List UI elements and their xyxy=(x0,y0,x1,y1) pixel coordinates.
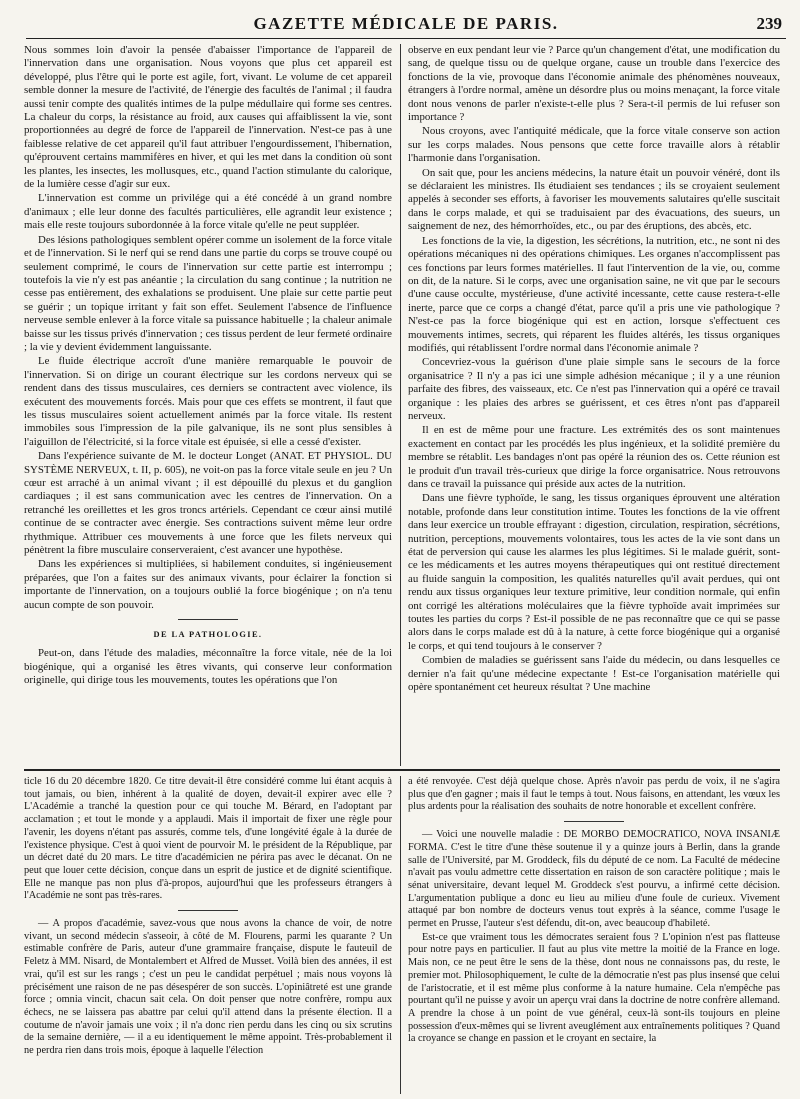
paragraph: L'innervation est comme un privilége qui a été concédé à un grand nombre d'animaux ; elle leur donne des facultés particulières, elle agrandit leur existence ; mais elle reste toujours subordonnée à la force vitale qu'elle ne peut suppléer. xyxy=(24,192,392,232)
running-title: GAZETTE MÉDICALE DE PARIS. xyxy=(253,14,559,33)
paragraph: Des lésions pathologiques semblent opérer comme un isolement de la force vitale et de l'innervation. Si le nerf qui se rend dans une partie du corps se trouve coupé ou seulement comprimé, le cours de l'innervation sur cette partie est interrompu ; toutefois la vie n'y est pas anéantie ; la circulation du sang continue ; la nutrition ne cesse pas entièrement, des exhalations se produisent. Une plaie sur cette partie peut se guérir ; un topique irritant y fait son effet. Seulement l'absence de l'influence nerveuse semble enlever à la force vitale sa puissance habituelle ; la chaleur animale baisse sur les tissus privés d'innervation ; ces tissus perdent de leur fermeté ordinaire ; la vie y devient évidemment languissante. xyxy=(24,233,392,353)
upper-right-column xyxy=(408,44,780,766)
paragraph: observe en eux pendant leur vie ? Parce qu'un changement d'état, une modification du sang, de quelque tissu ou de quelque organe, cause un trouble dans l'exercice des fonctions de la vie, provoque dans l'économie animale des phénomènes nouveaux, étrangers à l'ordre normal, amène un désordre plus ou moins menaçant, la force vitale dont nous venons de parler n'existe-t-elle plus ? Sera-t-il permis de lui refuser son importance ? xyxy=(408,44,780,124)
item-divider xyxy=(564,821,624,822)
paragraph: On sait que, pour les anciens médecins, la nature était un pouvoir vénéré, dont ils se déclaraient les ministres. Ils étudiaient ses tendances ; ils se croyaient seulement appelés à seconder ses efforts, à favoriser les mouvements salutaires qu'elle suscitait dans le corps malade, et qui se traduisaient par des évacuations, des sueurs, un saignement de nez, des hémorrhoïdes, etc., ou par des éruptions, des abcès, etc. xyxy=(408,166,780,233)
paragraph: Il en est de même pour une fracture. Les extrémités des os sont maintenues exactement en contact par les procédés les plus ingénieux, et la solidité première du membre se rétablit. Les bandages n'ont pas opéré la réunion des os. Cette réunion est le produit d'un travail très-curieux que dirige la force organisatrice. Nous retrouvons dans ce travail la puissance qui préside aux actes de la nutrition. xyxy=(408,424,780,490)
column-rule xyxy=(400,776,401,1094)
upper-left-column xyxy=(24,44,392,766)
section-divider xyxy=(178,619,238,620)
section-separator-rule xyxy=(24,769,780,771)
paragraph: Est-ce que vraiment tous les démocrates seraient fous ? L'opinion n'est pas flatteuse pour notre pays en particulier. Il faut au plus vite mettre la moitié de la France en loge. Mais non, ce ne peut être le sens de la thèse, dont nous ne connaissons pas, du reste, le premier mot. Philosophiquement, le culte de la démocratie n'est pas plus insensé que celui de l'aristocratie, et il est même plus conforme à la nature humaine. Cela n'empêche pas pourtant qu'il ne puisse y avoir un aperçu vrai dans la doctrine de notre confrère allemand. A prendre la chose à un point de vue général, ceux-là sont-ils toujours en pleine possession d'eux-mêmes qui se livrent aveuglément aux entraînements politiques ? Quand la croyance se change en passion et le croyant en sectaire, la xyxy=(408,931,780,1045)
paragraph: Nous croyons, avec l'antiquité médicale, que la force vitale conserve son action sur les corps malades. Nous pensons que cette force travaille alors à rétablir l'harmonie dans l'organisation. xyxy=(408,125,780,165)
section-title: DE LA PATHOLOGIE. xyxy=(153,630,263,640)
paragraph: — Voici une nouvelle maladie : DE MORBO DEMOCRATICO, NOVA INSANIÆ FORMA. C'est le titre d'une thèse soutenue il y a quinze jours à Berlin, dans la grande salle de l'Université, par M. Groddeck, fils du député de ce nom. La Faculté de médecine n'avait pas voulu admettre cette dissertation en raison de son caractère politique ; mais le sénat universitaire, devant lequel M. Groddeck s'est pourvu, a infirmé cette décision. L'argumentation publique a donc eu lieu au milieu d'une foule de curieux. Vivement attaqué par bon nombre de docteurs venus tout exprès à la séance, comme l'usage le permet en Prusse, l'auteur s'est défendu, dit-on, avec beaucoup d'habileté. xyxy=(408,829,780,930)
column-rule xyxy=(400,44,401,766)
paragraph: a été renvoyée. C'est déjà quelque chose. Après n'avoir pas perdu de voix, il ne s'agira plus que d'en gagner ; mais il faut le temps à tout. Nous faisons, en attendant, les vœux les plus ardents pour la réalisation des souhaits de notre honorable et excellent confrère. xyxy=(408,776,780,813)
lower-left-column xyxy=(24,776,392,1094)
page-header xyxy=(26,12,786,39)
paragraph: — A propos d'académie, savez-vous que nous avons la chance de voir, de notre vivant, un second médecin s'asseoir, à côté de M. Flourens, parmi les quarante ? Un estimable confrère de Paris, auteur d'une grammaire française, dispute le fauteuil de Feletz à MM. Nisard, de Montalembert et Alfred de Musset. Voilà bien des années, il est vrai, qu'il est sur les rangs ; c'est un peu le candidat perpétuel ; mais nous voyons là précisément une raison de ne pas désespérer de son succès. L'opiniâtreté est une grande force ; omnia vincit, chacun sait cela. On doit penser que notre confrère, rompu aux échecs, ne se laissera pas abattre par celui qu'il attend dans la présente élection. Il a coutume de n'avoir jamais une voix ; il n'a donc rien perdu dans les cinq ou six scrutins de la semaine dernière, — il a eu identiquement le même appoint. Très-probablement il ne perdra rien dans trois mois, époque à laquelle l'élection xyxy=(24,918,392,1057)
paragraph: Concevriez-vous la guérison d'une plaie simple sans le secours de la force organisatrice ? Il n'y a pas ici une simple adhésion mécanique ; il y a une réunion parfaite des fibres, des vaisseaux, etc. Ce n'est pas l'innervation qui a opéré ce travail organique : les plaies des arbres se guérissent, et ces êtres n'ont pas d'appareil nerveux. xyxy=(408,356,780,422)
paragraph: Le fluide électrique accroît d'une manière remarquable le pouvoir de l'innervation. Si on dirige un courant électrique sur les cordons nerveux qui se rendent dans des tissus musculaires, ces derniers se contractent avec violence, ils exécutent des mouvements forcés. Mais pour que ces effets se montrent, il faut que les tissus musculaires soient actuellement animés par la force vitale. Ils restent immobiles sous l'impression de la pile galvanique, ils ne sont plus sensibles à l'aiguillon de l'électricité, si la force vitale est épuisée, si elle a cessé d'exister. xyxy=(24,355,392,448)
paragraph: ticle 16 du 20 décembre 1820. Ce titre devait-il être considéré comme lui étant acquis à tout jamais, ou bien, inhérent à la qualité de doyen, devait-il expirer avec elle ? L'Académie a tranché la question pour ce qui touche M. Bérard, en l'adoptant par acclamation ; et tout le monde y a applaudi. Mais il importait de fixer une règle pour l'avenir, les doyens n'étant pas assurés, comme tels, d'une longévité égale à la durée de l'existence physique. C'est à quoi vient de pourvoir M. le président de la République, par un décret daté du 20 mars. Le titre d'académicien ne périra pas avec le décanat. On ne peut que louer cette décision, conçue dans un esprit de justice et de dignité scientifique. Elle ne manque pas non plus d'à-propos, aujourd'hui que les professeurs étrangers à l'Académie ne sont pas très-rares. xyxy=(24,776,392,902)
paragraph: Combien de maladies se guérissent sans l'aide du médecin, ou dans lesquelles ce dernier n'a fait qu'une médecine expectante ! Est-ce l'organisation matérielle qui opère spontanément cet heureux résultat ? Une machine xyxy=(408,654,780,694)
paragraph: Dans les expériences si multipliées, si habilement conduites, si ingénieusement préparées, que l'on a faites sur des animaux vivants, pour éclairer la fonction si importante de l'innervation, on a toujours oublié la force biogénique ; on n'a tenu aucun compte de son pouvoir. xyxy=(24,558,392,611)
paragraph: Peut-on, dans l'étude des maladies, méconnaître la force vitale, née de la loi biogénique, qui a organisé les êtres vivants, qui conserve leur conformation originelle, qui dirige tous les mouvements, toutes les opérations que l'on xyxy=(24,647,392,687)
paragraph: Dans l'expérience suivante de M. le docteur Longet (ANAT. ET PHYSIOL. DU SYSTÈME NERVEUX, t. II, p. 605), ne voit-on pas la force vitale seule en jeu ? Un cœur est arraché à un animal vivant ; il est dépouillé du plexus et du ganglion cardiaques ; il est sans communication avec les centres de l'innervation. On a retranché les oreillettes et les gros troncs artériels. Cependant ce cœur ainsi mutilé continue de se contracter avec énergie. Ses contractions suivent même leur ordre rhythmique. Attribuer ces mouvements à une force que les filets nerveux qui pénètrent la fibre musculaire conserveraient, c'est avancer une hypothèse. xyxy=(24,450,392,557)
page-number: 239 xyxy=(756,14,782,33)
paragraph: Nous sommes loin d'avoir la pensée d'abaisser l'importance de l'appareil de l'innervation dans une organisation. Nous voyons que plus cet appareil est développé, plus l'être qui le porte est agile, fort, vivant. Le volume de cet appareil semble donner la mesure de l'activité, de l'énergie des facultés de l'animal ; il faudra aussi tenir compte des qualités intimes de la pulpe médullaire qui forme ses centres. La chaleur du corps, la résistance au froid, aux causes qui affaiblissent la vie, sont proportionnées au degré de force de l'appareil de l'innervation. N'est-ce pas à une faiblesse relative de cet appareil qu'il faut attribuer l'engourdissement, l'hibernation, qu'éprouvent certains mammifères en hiver, et qui les met dans la condition où sont les plantes, les insectes, les mollusques, etc., quand l'action stimulante du calorique, de la lumière cesse d'agir sur eux. xyxy=(24,44,392,191)
item-divider xyxy=(178,910,238,911)
paragraph: Les fonctions de la vie, la digestion, les sécrétions, la nutrition, etc., ne sont ni des opérations mécaniques ni des opérations chimiques. Les organes n'accomplissent pas ces fonctions par leurs formes matérielles. Il faut l'intervention de la vie, ou, comme on dit, de la nature. Si le corps, avec une organisation saine, ne vit que par le secours d'une cause occulte, mystérieuse, d'une activité incessante, cette cause restera-t-elle inerte, parce que ce corps a changé d'état, parce qu'il a pris une vie pathologique ? N'est-ce pas la force biogénique qui est en action, lorsque s'effectuent ces mouvements intimes, secrets, qui réparent les fluides altérés, les tissus organiques modifiés, qui rétablissent l'ordre normal dans l'économie animale ? xyxy=(408,234,780,354)
paragraph: Dans une fièvre typhoïde, le sang, les tissus organiques éprouvent une altération notable, profonde dans leur constitution intime. Toutes les fonctions de la vie offrent dans leur exercice un trouble effrayant : digestion, circulation, respiration, sécrétions, nutrition, perceptions, mouvements volontaires, tous les actes de la vie sont dans un état de perversion qui cause les alarmes les plus légitimes. Si le malade guérit, sont-ce les médicaments et les autres moyens thérapeutiques qui ont restitué directement au fluide sanguin la composition, les qualités naturelles qu'il avait perdues, qui ont rendu aux tissus organiques leur texture primitive, leur condition normale, qui enfin ont corrigé les altérations moléculaires que la fièvre typhoïde avait imprimées sur toutes les parties du corps ? Est-il possible de ne pas reconnaître que ce qui se passe alors dans le corps malade est dû à la nature, à cette force biogénique qui a organisé le corps, et qui tend toujours à le conserver ? xyxy=(408,492,780,652)
lower-right-column xyxy=(408,776,780,1094)
